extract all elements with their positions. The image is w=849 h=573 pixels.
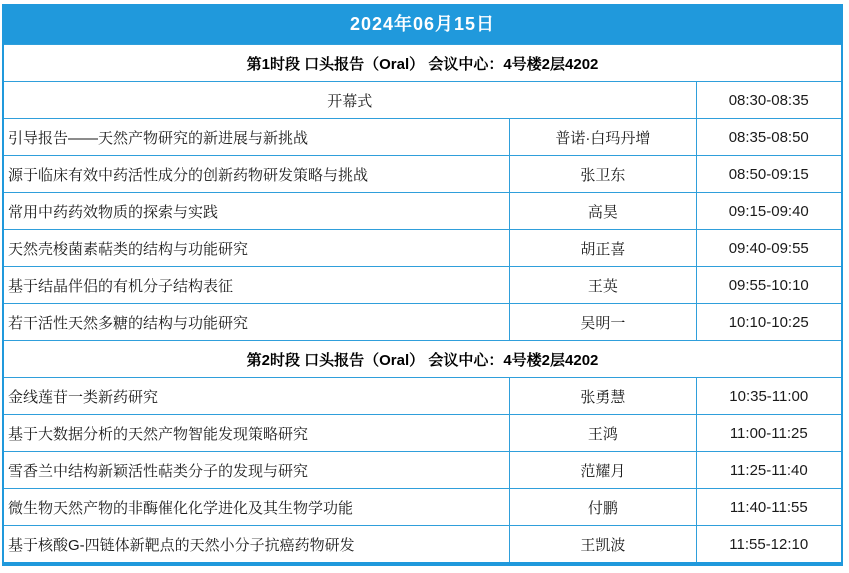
session-title: 雪香兰中结构新颖活性萜类分子的发现与研究 bbox=[3, 452, 510, 489]
session-speaker: 范耀月 bbox=[510, 452, 696, 489]
session-speaker: 王凯波 bbox=[510, 526, 696, 565]
session-time: 10:10-10:25 bbox=[696, 304, 842, 341]
session-speaker: 胡正喜 bbox=[510, 230, 696, 267]
section-header-row bbox=[3, 45, 842, 82]
session-title: 源于临床有效中药活性成分的创新药物研发策略与挑战 bbox=[3, 156, 510, 193]
session-time: 11:25-11:40 bbox=[696, 452, 842, 489]
session-speaker: 王英 bbox=[510, 267, 696, 304]
session-time: 08:30-08:35 bbox=[696, 82, 842, 119]
session-title: 基于核酸G-四链体新靶点的天然小分子抗癌药物研发 bbox=[3, 526, 510, 565]
session-time: 11:00-11:25 bbox=[696, 415, 842, 452]
session-speaker: 张卫东 bbox=[510, 156, 696, 193]
session-speaker: 王鸿 bbox=[510, 415, 696, 452]
session-speaker: 张勇慧 bbox=[510, 378, 696, 415]
session-row bbox=[3, 267, 842, 304]
session-title: 引导报告——天然产物研究的新进展与新挑战 bbox=[3, 119, 510, 156]
session-title: 常用中药药效物质的探索与实践 bbox=[3, 193, 510, 230]
schedule-body bbox=[3, 45, 842, 565]
section-header: 第2时段 口头报告（Oral） 会议中心：4号楼2层4202 bbox=[3, 341, 842, 378]
session-row bbox=[3, 156, 842, 193]
session-row bbox=[3, 230, 842, 267]
session-speaker: 高昊 bbox=[510, 193, 696, 230]
session-time: 08:35-08:50 bbox=[696, 119, 842, 156]
session-title: 开幕式 bbox=[3, 82, 696, 119]
session-row bbox=[3, 82, 842, 119]
session-time: 08:50-09:15 bbox=[696, 156, 842, 193]
conference-schedule-page bbox=[2, 4, 843, 566]
session-row bbox=[3, 452, 842, 489]
session-row bbox=[3, 378, 842, 415]
section-header: 第1时段 口头报告（Oral） 会议中心：4号楼2层4202 bbox=[3, 45, 842, 82]
session-title: 天然壳梭菌素萜类的结构与功能研究 bbox=[3, 230, 510, 267]
session-time: 10:35-11:00 bbox=[696, 378, 842, 415]
session-title: 若干活性天然多糖的结构与功能研究 bbox=[3, 304, 510, 341]
session-row bbox=[3, 526, 842, 565]
session-row bbox=[3, 193, 842, 230]
session-time: 09:55-10:10 bbox=[696, 267, 842, 304]
date-header: 2024年06月15日 bbox=[2, 4, 843, 44]
session-row bbox=[3, 119, 842, 156]
session-title: 金线莲苷一类新药研究 bbox=[3, 378, 510, 415]
session-speaker: 付鹏 bbox=[510, 489, 696, 526]
session-title: 基于大数据分析的天然产物智能发现策略研究 bbox=[3, 415, 510, 452]
session-row bbox=[3, 489, 842, 526]
session-time: 09:40-09:55 bbox=[696, 230, 842, 267]
session-title: 微生物天然产物的非酶催化化学进化及其生物学功能 bbox=[3, 489, 510, 526]
session-row bbox=[3, 415, 842, 452]
session-time: 11:55-12:10 bbox=[696, 526, 842, 565]
session-speaker: 普诺·白玛丹增 bbox=[510, 119, 696, 156]
session-title: 基于结晶伴侣的有机分子结构表征 bbox=[3, 267, 510, 304]
session-time: 09:15-09:40 bbox=[696, 193, 842, 230]
session-row bbox=[3, 304, 842, 341]
session-time: 11:40-11:55 bbox=[696, 489, 842, 526]
section-header-row bbox=[3, 341, 842, 378]
schedule-table bbox=[2, 44, 843, 566]
session-speaker: 吴明一 bbox=[510, 304, 696, 341]
